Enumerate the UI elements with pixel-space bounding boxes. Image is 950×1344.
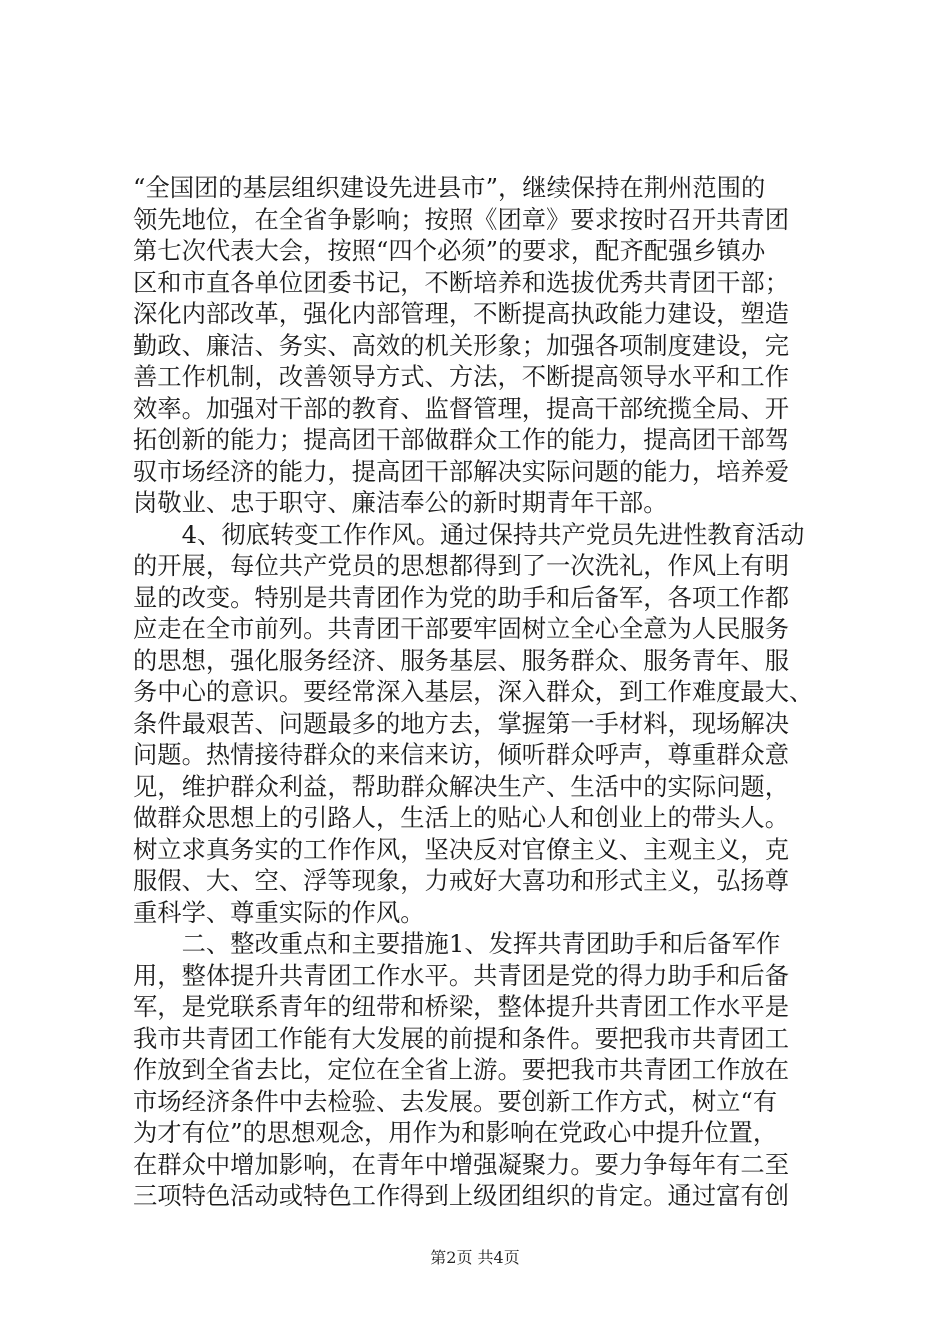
text-line: 用，整体提升共青团工作水平。共青团是党的得力助手和后备 <box>133 960 790 990</box>
text-line: 二、整改重点和主要措施1、发挥共青团助手和后备军作 <box>133 929 781 958</box>
text-line: 显的改变。特别是共青团作为党的助手和后备军，各项工作都 <box>133 582 790 612</box>
text-line: 应走在全市前列。共青团干部要牢固树立全心全意为人民服务 <box>133 614 790 643</box>
text-line: 我市共青团工作能有大发展的前提和条件。要把我市共青团工 <box>133 1023 790 1053</box>
text-line: “全国团的基层组织建设先进县市”，继续保持在荆州范围的 <box>133 173 766 202</box>
text-line: 驭市场经济的能力，提高团干部解决实际问题的能力，培养爱 <box>133 456 790 486</box>
text-line: 务中心的意识。要经常深入基层，深入群众，到工作难度最大、 <box>133 677 814 706</box>
text-line: 在群众中增加影响，在青年中增强凝聚力。要力争每年有二至 <box>133 1149 790 1179</box>
text-line: 军，是党联系青年的纽带和桥梁，整体提升共青团工作水平是 <box>133 992 790 1021</box>
text-line: 拓创新的能力；提高团干部做群众工作的能力，提高团干部驾 <box>133 425 790 454</box>
text-line: 三项特色活动或特色工作得到上级团组织的肯定。通过富有创 <box>133 1181 790 1210</box>
text-line: 效率。加强对干部的教育、监督管理，提高干部统揽全局、开 <box>133 393 790 423</box>
text-line: 做群众思想上的引路人，生活上的贴心人和创业上的带头人。 <box>133 803 790 832</box>
text-line: 见，维护群众利益，帮助群众解决生产、生活中的实际问题， <box>133 771 790 801</box>
text-line: 市场经济条件中去检验、去发展。要创新工作方式，树立“有 <box>133 1086 778 1116</box>
text-line: 问题。热情接待群众的来信来访，倾听群众呼声，尊重群众意 <box>133 740 790 769</box>
body-text <box>133 172 828 1212</box>
text-line: 的开展，每位共产党员的思想都得到了一次洗礼，作风上有明 <box>133 551 790 580</box>
text-line: 岗敬业、忠于职守、廉洁奉公的新时期青年干部。 <box>133 488 668 517</box>
text-line: 领先地位，在全省争影响；按照《团章》要求按时召开共青团 <box>133 204 790 234</box>
text-line: 重科学、尊重实际的作风。 <box>133 897 425 927</box>
text-line: 深化内部改革，强化内部管理，不断提高执政能力建设，塑造 <box>133 299 790 328</box>
text-line: 区和市直各单位团委书记，不断培养和选拔优秀共青团干部； <box>133 267 790 297</box>
text-line: 第七次代表大会，按照“四个必须”的要求，配齐配强乡镇办 <box>133 236 766 265</box>
page-footer: 第2页 共4页 <box>430 1248 520 1267</box>
text-line: 善工作机制，改善领导方式、方法，不断提高领导水平和工作 <box>133 362 790 391</box>
text-line: 树立求真务实的工作作风，坚决反对官僚主义、主观主义，克 <box>133 834 790 864</box>
text-line: 为才有位”的思想观念，用作为和影响在党政心中提升位置， <box>133 1118 778 1147</box>
text-line: 作放到全省去比，定位在全省上游。要把我市共青团工作放在 <box>133 1055 790 1084</box>
text-line: 的思想，强化服务经济、服务基层、服务群众、服务青年、服 <box>133 645 790 675</box>
text-line: 4、彻底转变工作作风。通过保持共产党员先进性教育活动 <box>133 519 805 549</box>
text-line: 条件最艰苦、问题最多的地方去，掌握第一手材料，现场解决 <box>133 708 790 738</box>
text-line: 服假、大、空、浮等现象，力戒好大喜功和形式主义，弘扬尊 <box>133 866 790 895</box>
text-line: 勤政、廉洁、务实、高效的机关形象；加强各项制度建设，完 <box>133 330 790 360</box>
